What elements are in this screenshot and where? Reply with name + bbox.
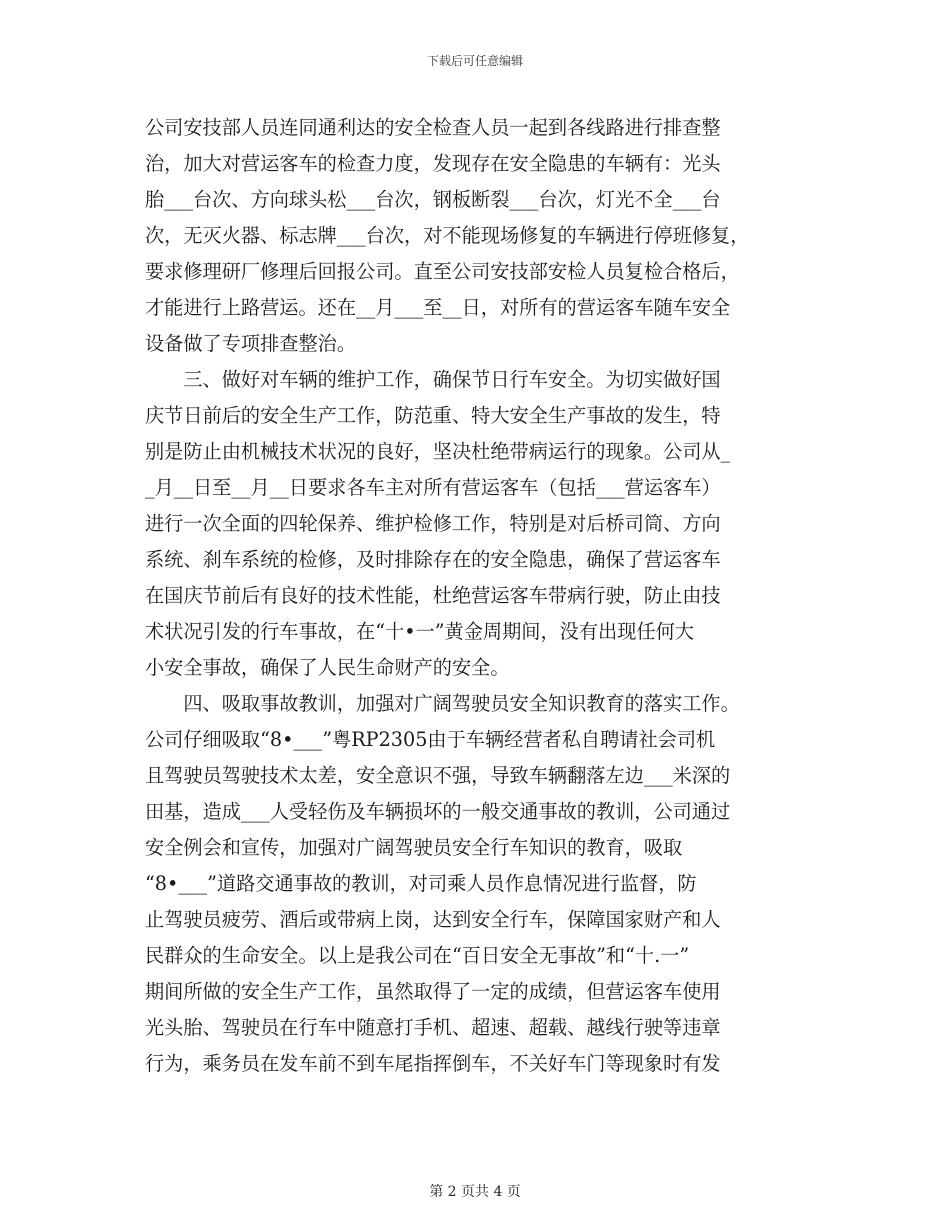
body-line: 光头胎、驾驶员在行车中随意打手机、超速、超载、越线行驶等违章 <box>145 1016 721 1039</box>
body-line: 小安全事故，确保了人民生命财产的安全。 <box>145 656 510 679</box>
body-line: 田基，造成___人受轻伤及车辆损坏的一般交通事故的教训，公司通过 <box>145 800 731 823</box>
body-line: 庆节日前后的安全生产工作，防范重、特大安全生产事故的发生，特 <box>145 404 721 427</box>
body-line: 进行一次全面的四轮保养、维护检修工作，特别是对后桥司筒、方向 <box>145 512 721 535</box>
body-line: 安全例会和宣传，加强对广阔驾驶员安全行车知识的教育，吸取 <box>145 836 683 859</box>
body-line: 要求修理研厂修理后回报公司。直至公司安技部安检人员复检合格后， <box>145 260 740 283</box>
body-line: 术状况引发的行车事故，在“十•一”黄金周期间，没有出现任何大 <box>145 620 694 643</box>
document-body <box>145 110 825 1082</box>
body-line: 在国庆节前后有良好的技术性能，杜绝营运客车带病行驶，防止由技 <box>145 584 721 607</box>
body-line: 次，无灭火器、标志牌___台次，对不能现场修复的车辆进行停班修复， <box>145 224 750 247</box>
body-line: 系统、刹车系统的检修，及时排除存在的安全隐患，确保了营运客车 <box>145 548 721 571</box>
body-line: 公司仔细吸取“8•___”粤RP2305由于车辆经营者私自聘请社会司机 <box>145 728 716 751</box>
body-line: 三、做好对车辆的维护工作，确保节日行车安全。为切实做好国 <box>145 368 721 391</box>
page-footer: 第 2 页共 4 页 <box>429 1184 521 1200</box>
page-header: 下载后可任意编辑 <box>426 54 523 68</box>
body-line: 期间所做的安全生产工作，虽然取得了一定的成绩，但营运客车使用 <box>145 980 721 1003</box>
body-line: _月__日至__月__日要求各车主对所有营运客车（包括___营运客车） <box>145 476 721 499</box>
body-line: 民群众的生命安全。以上是我公司在“百日安全无事故”和“十.一” <box>145 944 690 967</box>
body-line: 胎___台次、方向球头松___台次，钢板断裂___台次，灯光不全___台 <box>145 188 721 211</box>
body-line: 别是防止由机械技术状况的良好，坚决杜绝带病运行的现象。公司从_ <box>145 440 731 463</box>
body-line: 设备做了专项排查整治。 <box>145 332 357 355</box>
body-line: 公司安技部人员连同通利达的安全检查人员一起到各线路进行排查整 <box>145 116 721 139</box>
body-line: 且驾驶员驾驶技术太差，安全意识不强，导致车辆翻落左边___米深的 <box>145 764 731 787</box>
body-line: 四、吸取事故教训，加强对广阔驾驶员安全知识教育的落实工作。 <box>145 692 740 715</box>
body-line: 治，加大对营运客车的检查力度，发现存在安全隐患的车辆有：光头 <box>145 152 721 175</box>
body-line: 行为，乘务员在发车前不到车尾指挥倒车，不关好车门等现象时有发 <box>145 1052 721 1075</box>
body-line: “8•___”道路交通事故的教训，对司乘人员作息情况进行监督，防 <box>145 872 697 895</box>
body-line: 止驾驶员疲劳、酒后或带病上岗，达到安全行车，保障国家财产和人 <box>145 908 721 931</box>
body-line: 才能进行上路营运。还在__月___至__日，对所有的营运客车随车安全 <box>145 296 731 319</box>
